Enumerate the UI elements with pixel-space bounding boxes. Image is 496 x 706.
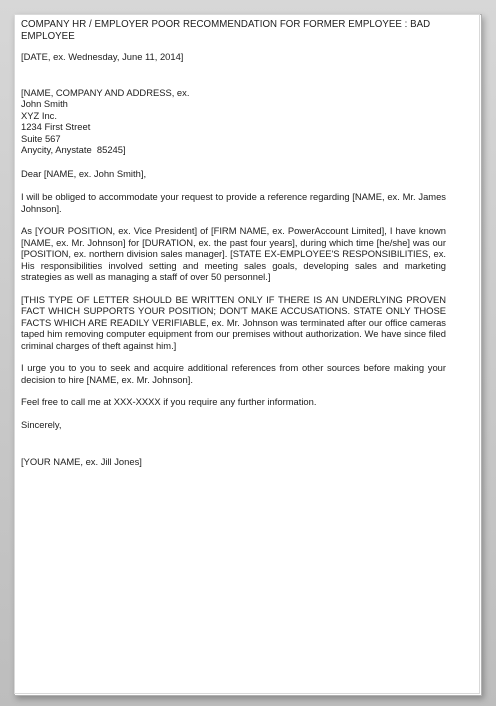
closing: Sincerely, <box>21 418 62 430</box>
address-line: Suite 567 <box>21 132 61 144</box>
address-line: [NAME, COMPANY AND ADDRESS, ex. <box>21 86 190 98</box>
recipient-address <box>21 87 446 156</box>
letter-content <box>21 19 446 468</box>
address-line: XYZ Inc. <box>21 109 57 121</box>
address-line: John Smith <box>21 98 68 109</box>
address-line: Anycity, Anystate 85245] <box>21 144 126 155</box>
body-paragraph-4: I urge you to you to seek and acquire additional references from other sources before making your decision to hire [NAME, ex. Mr. Johnson]. <box>21 362 446 385</box>
signature: [YOUR NAME, ex. Jill Jones] <box>21 456 142 467</box>
body-paragraph-3: [THIS TYPE OF LETTER SHOULD BE WRITTEN ONLY IF THERE IS AN UNDERLYING PROVEN FACT WHICH SUPPORTS YOUR POSITION; DON'T MAKE ACCUSATIONS. STATE ONLY THOSE FACTS WHICH ARE READILY VERIFIABLE, ex. Mr. Johnson was terminated after our office cameras taped him removing computer equipment from our premises without authorization. We have since filed criminal charges of theft against him.] <box>21 293 446 351</box>
letter-title-line-2: EMPLOYEE <box>21 31 75 42</box>
letter-date: [DATE, ex. Wednesday, June 11, 2014] <box>21 51 184 62</box>
body-paragraph-5: Feel free to call me at XXX-XXXX if you require any further information. <box>21 396 317 407</box>
salutation: Dear [NAME, ex. John Smith], <box>21 167 147 179</box>
body-paragraph-1: I will be obliged to accommodate your request to provide a reference regarding [NAME, ex. Mr. James Johnson]. <box>21 191 446 214</box>
letter-title-line-1: COMPANY HR / EMPLOYER POOR RECOMMENDATION FOR FORMER EMPLOYEE : BAD <box>21 19 431 30</box>
body-paragraph-2: As [YOUR POSITION, ex. Vice President] of [FIRM NAME, ex. PowerAccount Limited], I have known [NAME, ex. Mr. Johnson] for [DURATION, ex. the past four years], during which time [he/she] was our [POSITION, ex. northern division sales manager]. [STATE EX-EMPLOYEE'S RESPONSIBILITIES, ex. His responsibilities involved setting and meeting sales goals, developing sales and marketing strategies as well as managing a staff of over 50 personnel.] <box>21 225 446 282</box>
address-line: 1234 First Street <box>21 121 91 132</box>
letter-title <box>21 19 446 43</box>
